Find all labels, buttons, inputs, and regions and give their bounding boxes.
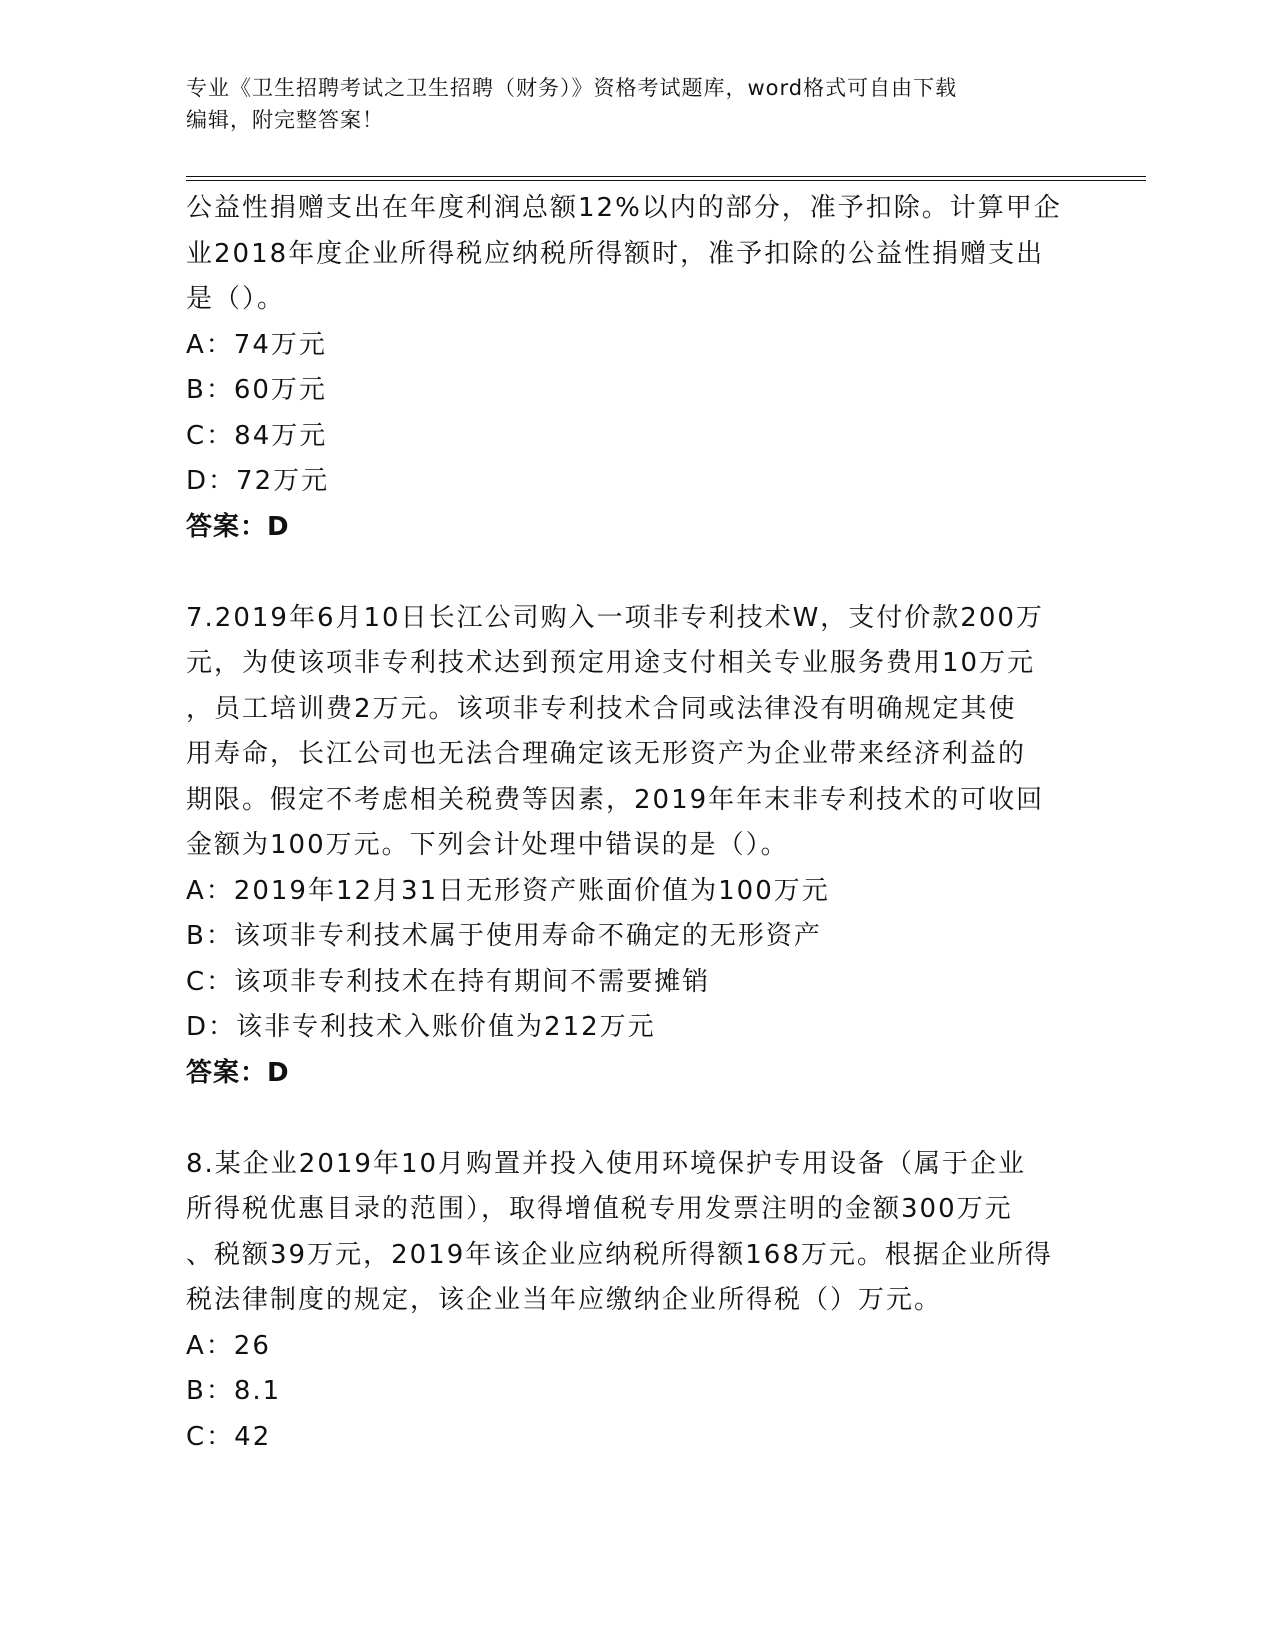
answer: 答案：D [186, 511, 290, 542]
question-stem-line: 公益性捐赠支出在年度利润总额12%以内的部分，准予扣除。计算甲企 [186, 193, 1062, 223]
question-stem-line: 税法律制度的规定，该企业当年应缴纳企业所得税（）万元。 [186, 1285, 943, 1315]
option-b: B：60万元 [186, 375, 327, 405]
answer: 答案：D [186, 1057, 290, 1088]
question-stem-line: 元，为使该项非专利技术达到预定用途支付相关专业服务费用10万元 [186, 648, 1036, 678]
question-stem-line: 是（）。 [186, 284, 286, 314]
question-stem-line: 7.2019年6月10日长江公司购入一项非专利技术W，支付价款200万 [186, 602, 1044, 633]
document-body [186, 186, 1086, 1460]
option-d: D：该非专利技术入账价值为212万元 [186, 1012, 656, 1042]
question-8 [186, 1142, 1086, 1461]
option-c: C：该项非专利技术在持有期间不需要摊销 [186, 966, 711, 997]
header-rule-top [186, 176, 1146, 177]
document-header [186, 72, 1086, 136]
option-a: A：74万元 [186, 329, 327, 360]
question-6 [186, 186, 1086, 550]
option-b: B：8.1 [186, 1376, 282, 1406]
option-c: C：84万元 [186, 420, 328, 451]
header-rule-bottom [186, 180, 1146, 181]
option-c: C：42 [186, 1421, 272, 1452]
question-stem-line: 用寿命，长江公司也无法合理确定该无形资产为企业带来经济利益的 [186, 739, 1027, 769]
header-line-2: 编辑，附完整答案！ [186, 108, 384, 132]
question-stem-line: 所得税优惠目录的范围），取得增值税专用发票注明的金额300万元 [186, 1194, 1013, 1224]
question-stem-line: 8.某企业2019年10月购置并投入使用环境保护专用设备（属于企业 [186, 1148, 1027, 1179]
question-stem-line: 期限。假定不考虑相关税费等因素，2019年年末非专利技术的可收回 [186, 784, 1045, 815]
question-stem-line: 业2018年度企业所得税应纳税所得额时，准予扣除的公益性捐赠支出 [186, 238, 1045, 269]
option-b: B：该项非专利技术属于使用寿命不确定的无形资产 [186, 921, 822, 951]
question-stem-line: ，员工培训费2万元。该项非专利技术合同或法律没有明确规定其使 [186, 693, 1017, 724]
header-line-1: 专业《卫生招聘考试之卫生招聘（财务）》资格考试题库，word格式可自由下载 [186, 76, 958, 100]
option-a: A：2019年12月31日无形资产账面价值为100万元 [186, 875, 830, 906]
option-a: A：26 [186, 1330, 271, 1361]
question-7 [186, 596, 1086, 1097]
question-stem-line: 金额为100万元。下列会计处理中错误的是（）。 [186, 830, 789, 860]
question-stem-line: 、税额39万元，2019年该企业应纳税所得额168万元。根据企业所得 [186, 1239, 1053, 1270]
option-d: D：72万元 [186, 466, 330, 496]
